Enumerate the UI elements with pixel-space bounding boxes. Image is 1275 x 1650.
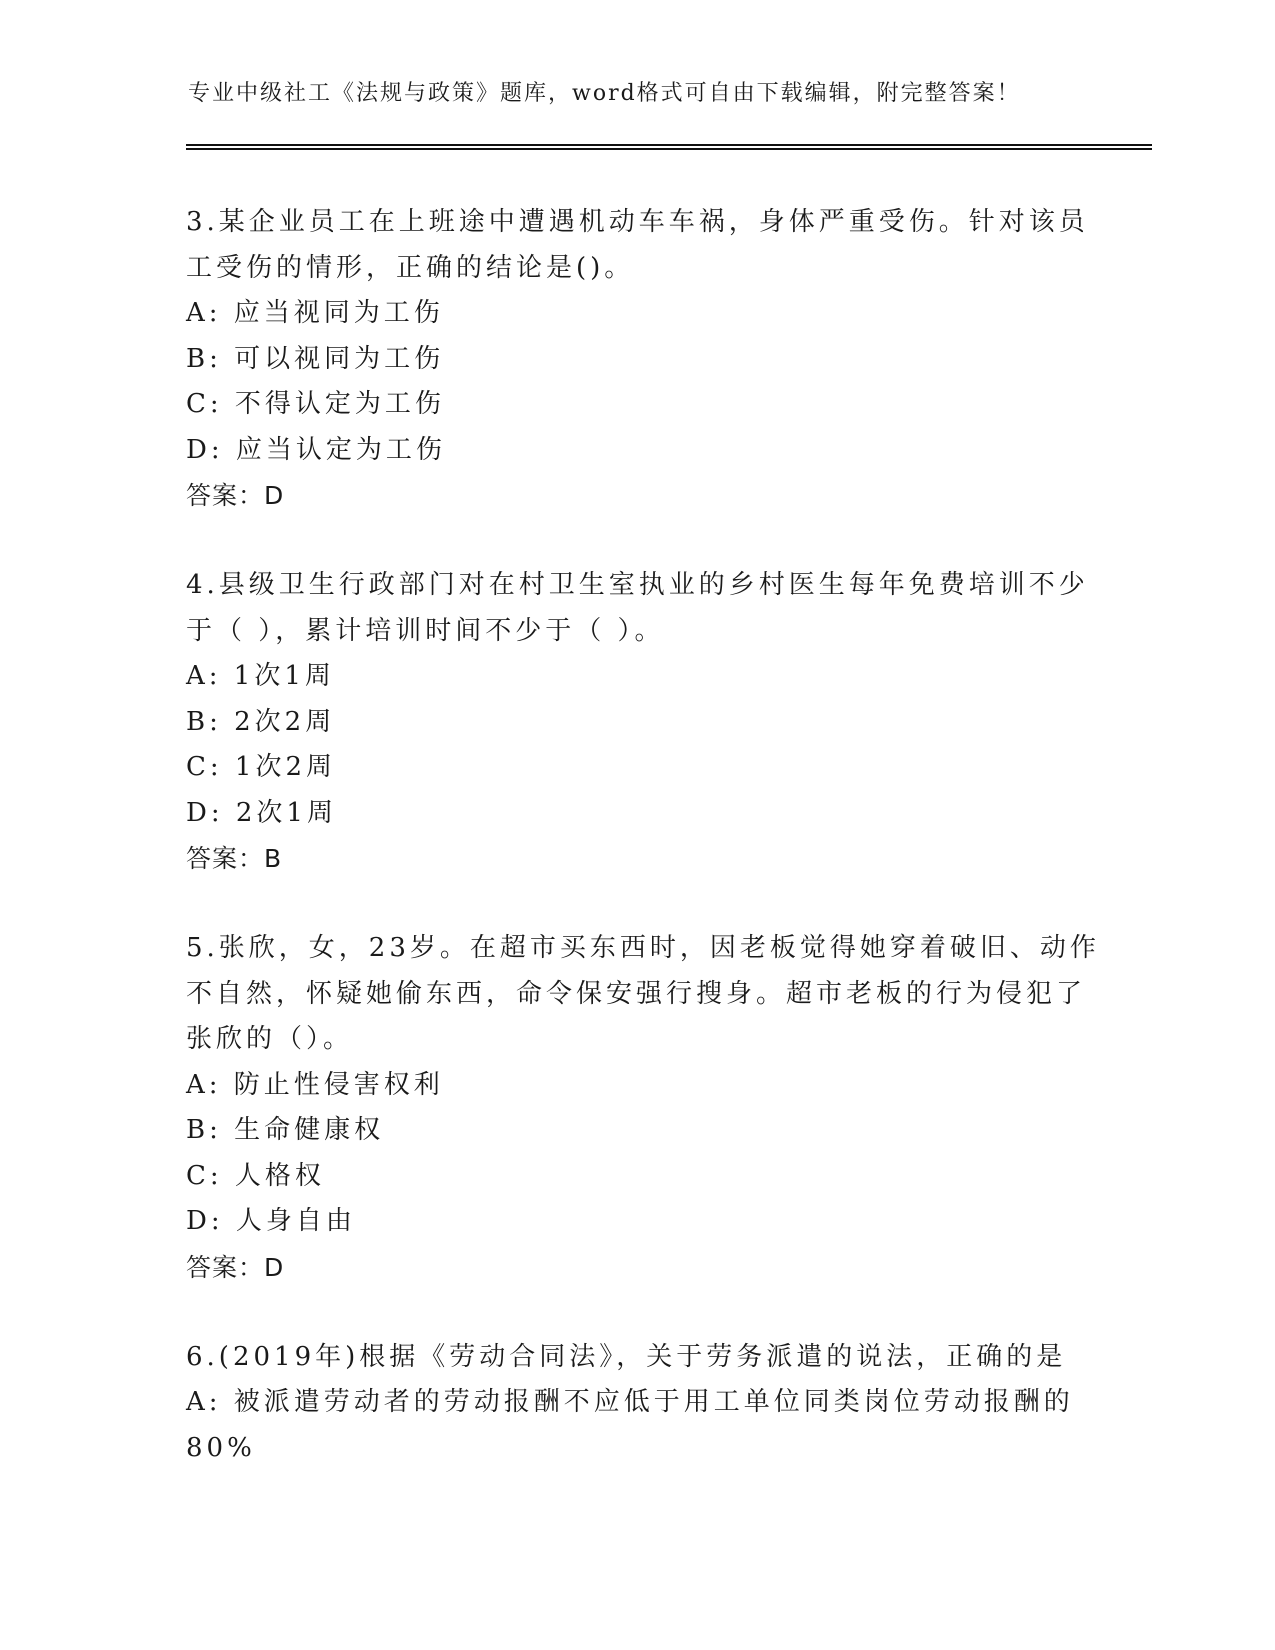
question-stem-line: 4.县级卫生行政部门对在村卫生室执业的乡村医生每年免费培训不少: [186, 570, 1089, 600]
page-header-title: 专业中级社工《法规与政策》题库，word格式可自由下载编辑，附完整答案！: [188, 81, 1021, 106]
answer-line: 答案：D: [186, 1252, 285, 1282]
question-stem-line: 3.某企业员工在上班途中遭遇机动车车祸，身体严重受伤。针对该员: [186, 207, 1089, 237]
question-3: [186, 200, 1089, 519]
option-b: B: 生命健康权: [186, 1115, 385, 1145]
option-c: C: 不得认定为工伤: [186, 389, 445, 419]
option-c: C: 1次2周: [186, 752, 337, 782]
option-a-continuation: 80%: [186, 1432, 256, 1463]
option-a: A: 1次1周: [186, 661, 335, 691]
option-b: B: 2次2周: [186, 706, 336, 737]
answer-line: 答案：D: [186, 481, 285, 510]
option-b: B: 可以视同为工伤: [186, 343, 445, 374]
question-stem-line: 张欣的（）。: [186, 1024, 354, 1054]
question-list: [186, 200, 1100, 1515]
question-stem-line: 5.张欣，女，23岁。在超市买东西时，因老板觉得她穿着破旧、动作: [186, 933, 1100, 963]
option-d: D: 人身自由: [186, 1206, 356, 1236]
option-a: A: 应当视同为工伤: [186, 298, 444, 328]
option-d: D: 2次1周: [186, 797, 337, 828]
question-stem-line: 工受伤的情形，正确的结论是()。: [186, 252, 635, 283]
option-c: C: 人格权: [186, 1160, 325, 1191]
question-stem-line: 6.(2019年)根据《劳动合同法》，关于劳务派遣的说法，正确的是: [186, 1341, 1067, 1372]
answer-line: 答案：B: [186, 844, 283, 873]
question-stem-line: 于（ ），累计培训时间不少于（ ）。: [186, 615, 665, 646]
question-stem-line: 不自然，怀疑她偷东西，命令保安强行搜身。超市老板的行为侵犯了: [186, 978, 1087, 1009]
header-divider: [186, 144, 1152, 146]
option-d: D: 应当认定为工伤: [186, 434, 446, 465]
question-6: [186, 1335, 1076, 1472]
option-a: A: 被派遣劳动者的劳动报酬不应低于用工单位同类岗位劳动报酬的: [186, 1387, 1074, 1417]
question-5: [186, 926, 1100, 1291]
option-a: A: 防止性侵害权利: [186, 1069, 444, 1100]
question-4: [186, 563, 1089, 882]
